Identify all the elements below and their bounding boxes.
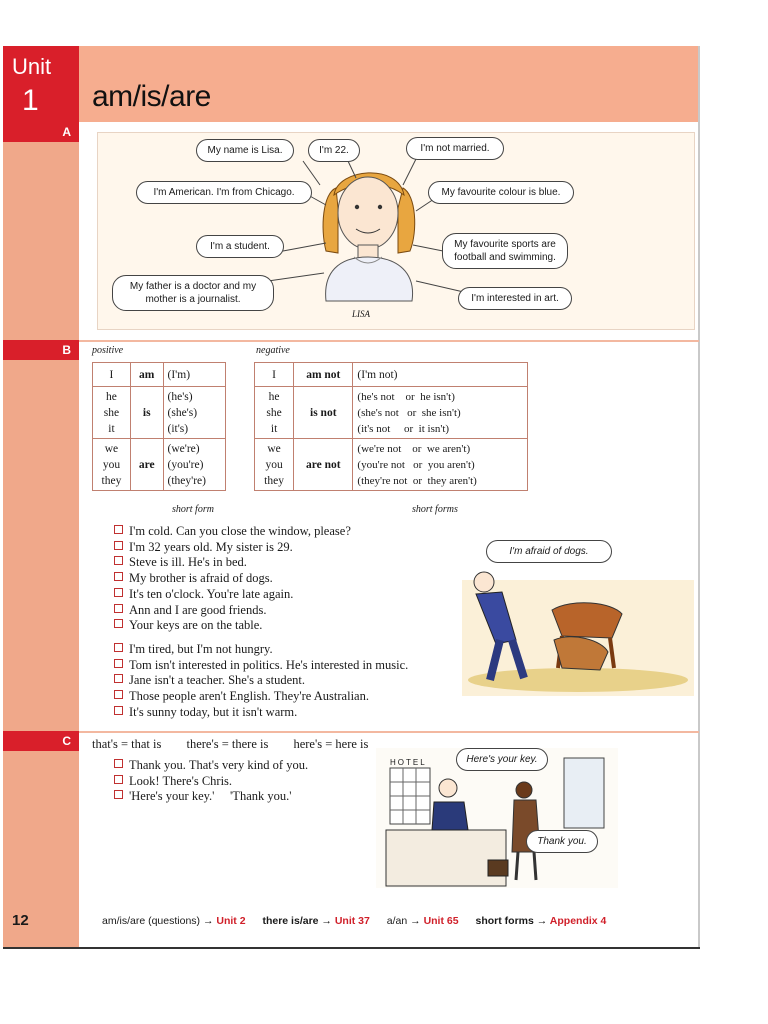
contraction-forms xyxy=(92,737,368,752)
pos-pron-3: we you they xyxy=(93,439,131,491)
examples-list-2 xyxy=(114,642,408,721)
list-item: Jane isn't a teacher. She's a student. xyxy=(114,673,408,689)
checkbox-icon xyxy=(114,643,123,652)
section-rule-c xyxy=(79,731,699,733)
checkbox-icon xyxy=(114,659,123,668)
checkbox-icon xyxy=(114,556,123,565)
neg-pron-3: we you they xyxy=(255,439,294,491)
form-heres: here's = here is xyxy=(293,737,369,751)
checkbox-icon xyxy=(114,619,123,628)
ref-there-text: there is/are → xyxy=(262,915,335,927)
neg-short-2: (he's not or he isn't) (she's not or she isn't) (it's not or it isn't) xyxy=(353,387,528,439)
bubble-american: I'm American. I'm from Chicago. xyxy=(136,181,312,204)
section-tab-a: A xyxy=(3,122,79,142)
section-rule-b xyxy=(79,340,699,342)
page-number: 12 xyxy=(12,912,29,929)
checkbox-icon xyxy=(114,604,123,613)
checkbox-icon xyxy=(114,759,123,768)
bubble-art: I'm interested in art. xyxy=(458,287,572,310)
ref-aan-text: a/an → xyxy=(386,915,424,927)
link-appendix-4[interactable]: Appendix 4 xyxy=(549,915,607,927)
list-item: Tom isn't interested in politics. He's interested in music. xyxy=(114,658,408,674)
list-item: My brother is afraid of dogs. xyxy=(114,571,351,587)
pos-pron-2: he she it xyxy=(93,387,131,439)
examples-list-1 xyxy=(114,524,351,634)
positive-label: positive xyxy=(92,345,124,356)
list-item: Ann and I are good friends. xyxy=(114,603,351,619)
pos-verb-2: is xyxy=(130,387,163,439)
neg-short-3: (we're not or we aren't) (you're not or you aren't) (they're not or they aren't) xyxy=(353,439,528,491)
bubble-thank-you: Thank you. xyxy=(526,830,598,853)
list-item: I'm cold. Can you close the window, please? xyxy=(114,524,351,540)
bottom-rule xyxy=(3,947,700,949)
lisa-illustration xyxy=(97,132,695,330)
side-band xyxy=(3,46,79,948)
bubble-afraid: I'm afraid of dogs. xyxy=(486,540,612,563)
bubble-colour: My favourite colour is blue. xyxy=(428,181,574,204)
negative-note: short forms xyxy=(412,504,458,515)
checkbox-icon xyxy=(114,674,123,683)
list-item: It's ten o'clock. You're late again. xyxy=(114,587,351,603)
negative-table xyxy=(254,362,528,491)
list-item: 'Here's your key.' 'Thank you.' xyxy=(114,789,308,805)
lisa-caption: LISA xyxy=(352,309,370,319)
neg-verb-2: is not xyxy=(294,387,353,439)
dog-illustration xyxy=(462,540,694,696)
form-theres: there's = there is xyxy=(186,737,269,751)
bubble-parents: My father is a doctor and my mother is a journalist. xyxy=(112,275,274,311)
neg-short-1: (I'm not) xyxy=(353,363,528,387)
list-item: Look! There's Chris. xyxy=(114,774,308,790)
hotel-illustration xyxy=(376,748,618,888)
positive-note: short form xyxy=(172,504,214,515)
list-item: Those people aren't English. They're Australian. xyxy=(114,689,408,705)
page-title: am/is/are xyxy=(92,80,211,113)
pos-short-1: (I'm) xyxy=(163,363,225,387)
positive-table xyxy=(92,362,226,491)
link-unit-37[interactable]: Unit 37 xyxy=(334,915,370,927)
neg-verb-3: are not xyxy=(294,439,353,491)
neg-pron-2: he she it xyxy=(255,387,294,439)
checkbox-icon xyxy=(114,790,123,799)
checkbox-icon xyxy=(114,690,123,699)
right-rule xyxy=(698,46,700,948)
list-item: Thank you. That's very kind of you. xyxy=(114,758,308,774)
dog-drawing xyxy=(462,540,694,696)
examples-list-c xyxy=(114,758,308,805)
list-item: I'm tired, but I'm not hungry. xyxy=(114,642,408,658)
checkbox-icon xyxy=(114,706,123,715)
section-tab-b: B xyxy=(3,340,79,360)
neg-verb-1: am not xyxy=(294,363,353,387)
unit-number: 1 xyxy=(22,84,39,117)
checkbox-icon xyxy=(114,775,123,784)
hotel-sign: HOTEL xyxy=(390,758,427,767)
cross-references xyxy=(102,915,606,927)
pos-verb-1: am xyxy=(130,363,163,387)
ref-questions-text: am/is/are (questions) → xyxy=(102,915,217,927)
link-unit-2[interactable]: Unit 2 xyxy=(216,915,246,927)
list-item: It's sunny today, but it isn't warm. xyxy=(114,705,408,721)
form-thats: that's = that is xyxy=(92,737,162,751)
negative-label: negative xyxy=(256,345,290,356)
list-item: Your keys are on the table. xyxy=(114,618,351,634)
link-unit-65[interactable]: Unit 65 xyxy=(423,915,459,927)
unit-label: Unit xyxy=(12,54,52,79)
bubble-age: I'm 22. xyxy=(308,139,360,162)
pos-pron-1: I xyxy=(93,363,131,387)
pos-verb-3: are xyxy=(130,439,163,491)
bubble-name: My name is Lisa. xyxy=(196,139,294,162)
neg-pron-1: I xyxy=(255,363,294,387)
bubble-sports: My favourite sports are football and swimming. xyxy=(442,233,568,269)
ref-short-forms-text: short forms → xyxy=(475,915,550,927)
checkbox-icon xyxy=(114,588,123,597)
section-tab-c: C xyxy=(3,731,79,751)
pos-short-3: (we're) (you're) (they're) xyxy=(163,439,225,491)
bubble-student: I'm a student. xyxy=(196,235,284,258)
pos-short-2: (he's) (she's) (it's) xyxy=(163,387,225,439)
list-item: I'm 32 years old. My sister is 29. xyxy=(114,540,351,556)
checkbox-icon xyxy=(114,525,123,534)
checkbox-icon xyxy=(114,541,123,550)
list-item: Steve is ill. He's in bed. xyxy=(114,555,351,571)
checkbox-icon xyxy=(114,572,123,581)
bubble-married: I'm not married. xyxy=(406,137,504,160)
bubble-key: Here's your key. xyxy=(456,748,548,771)
